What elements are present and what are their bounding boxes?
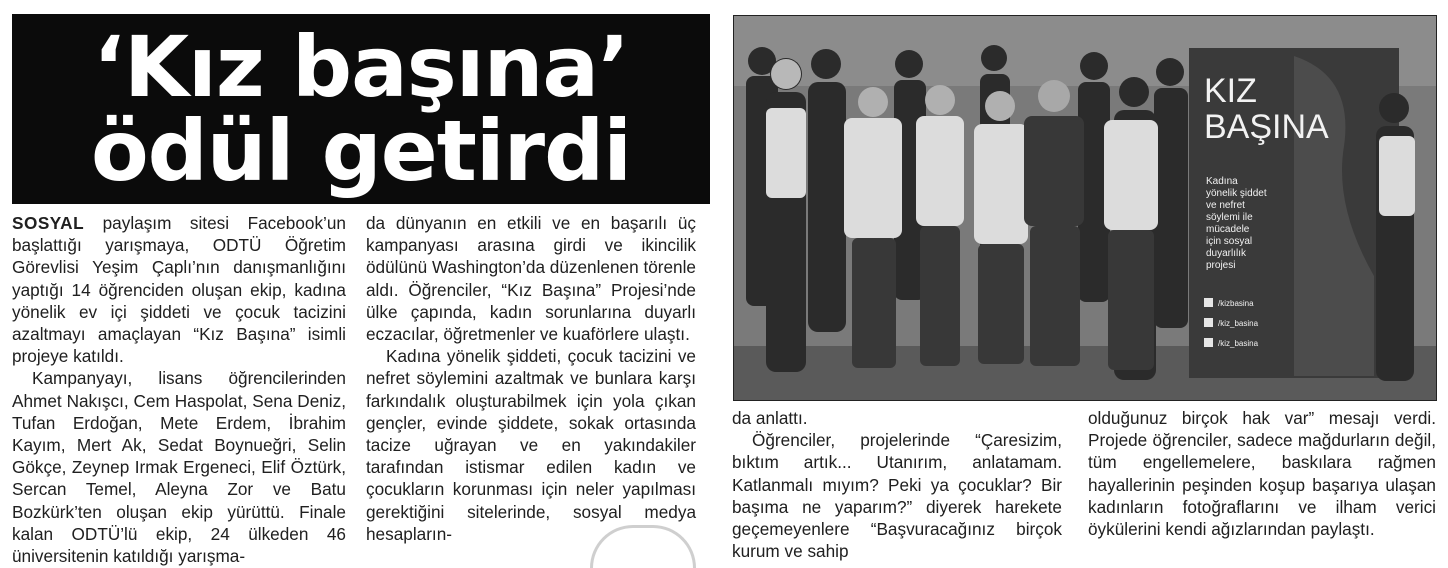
banner-link: /kiz_basina	[1218, 339, 1259, 348]
headline-box	[12, 14, 710, 204]
project-banner	[1189, 48, 1399, 378]
banner-line: ve nefret	[1206, 200, 1245, 211]
banner-line: için sosyal	[1206, 236, 1253, 247]
banner-title-1: KIZ	[1204, 72, 1257, 110]
article-paragraph	[12, 212, 346, 367]
banner-line: Kadına	[1206, 176, 1238, 187]
article-paragraph: da anlattı.	[732, 408, 808, 428]
article-column-3	[732, 407, 1062, 562]
banner-link: /kizbasina	[1218, 299, 1254, 308]
banner-line: yönelik şiddet	[1206, 188, 1267, 199]
paragraph-text: paylaşım sitesi Facebook’un başlattığı yarışmaya, ODTÜ Öğretim Görevlisi Yeşim Çaplı’nın danışmanlığını yaptığı 14 öğrenciden oluşan ekip, kadına yönelik ev içi şiddeti ve çocuk tacizini azaltmayı amaçlayan “Kız Başına” isimli projeye katıldı.	[12, 213, 346, 367]
article-column-2	[366, 212, 696, 545]
banner-line: mücadele	[1206, 224, 1250, 235]
article-column-1	[12, 212, 346, 567]
lead-word: SOSYAL	[12, 213, 85, 233]
banner-line: projesi	[1206, 260, 1236, 271]
article-paragraph: da dünyanın en etkili ve en başarılı üç kampanyası arasına girdi ve ikincilik ödülünü Washington’da düzenlenen törenle aldı. Öğrenciler, “Kız Başına” Projesi’nde ülke çapında, kadın sorunlarına duyarlı eczacılar, öğretmenler ve kuaförlere ulaştı.	[366, 213, 696, 345]
photo-illustration	[734, 16, 1436, 400]
article-paragraph: Kampanyayı, lisans öğrencilerinden Ahmet Nakışcı, Cem Haspolat, Sena Deniz, Tufan Erdoğan, Mete Erdem, İbrahim Kayım, Mert Ak, Sedat Boynueğri, Selin Gökçe, Zeynep Irmak Ergeneci, Elif Öztürk, Sercan Temel, Aleyna Zor ve Batu Bozkürk’ten oluşan ekip yürüttü. Finale kalan ODTÜ’lü ekip, 24 ülkeden 46 üniversitenin katıldığı yarışma-	[12, 368, 346, 567]
headline-line-2: ödül getirdi	[90, 102, 632, 200]
banner-line: söylemi ile	[1206, 212, 1253, 223]
banner-title-2: BAŞINA	[1204, 108, 1329, 146]
instagram-icon	[1204, 338, 1213, 347]
article-column-4	[1088, 407, 1436, 540]
article-paragraph: olduğunuz birçok hak var” mesajı verdi. Projede öğrenciler, sadece mağdurların değil, tüm engellemelere, baskılara rağmen hayallerinin peşinden koşup başarıya ulaşan kadınların fotoğraflarını ve ilham verici öykülerini kendi ağızlarından paylaştı.	[1088, 408, 1436, 540]
banner-line: duyarlılık	[1206, 248, 1247, 259]
headline-line-1: ‘Kız başına’	[93, 18, 629, 116]
twitter-icon	[1204, 318, 1213, 327]
facebook-icon	[1204, 298, 1213, 307]
article-paragraph: Öğrenciler, projelerinde “Çaresizim, bıktım artık... Utanırım, anlatamam. Katlanmalı mıyım? Peki ya çocuklar? Bir başıma ne yaparım?” diyerek harekete geçemeyenlere “Başvuracağınız birçok kurum ve sahip	[732, 430, 1062, 562]
banner-link: /kiz_basina	[1218, 319, 1259, 328]
group-photo	[733, 15, 1437, 401]
article-paragraph: Kadına yönelik şiddeti, çocuk tacizini ve nefret söylemini azaltmak ve bunlara karşı farkındalık oluşturabilmek için yola çıkan gençler, evinde şiddete, sokak ortasında tacize uğrayan ve en yakındakiler tarafından istismar edilen kadın ve çocukların korunması için neler yapılması gerektiğini sitelerinde, sosyal medya hesapların-	[366, 346, 696, 544]
